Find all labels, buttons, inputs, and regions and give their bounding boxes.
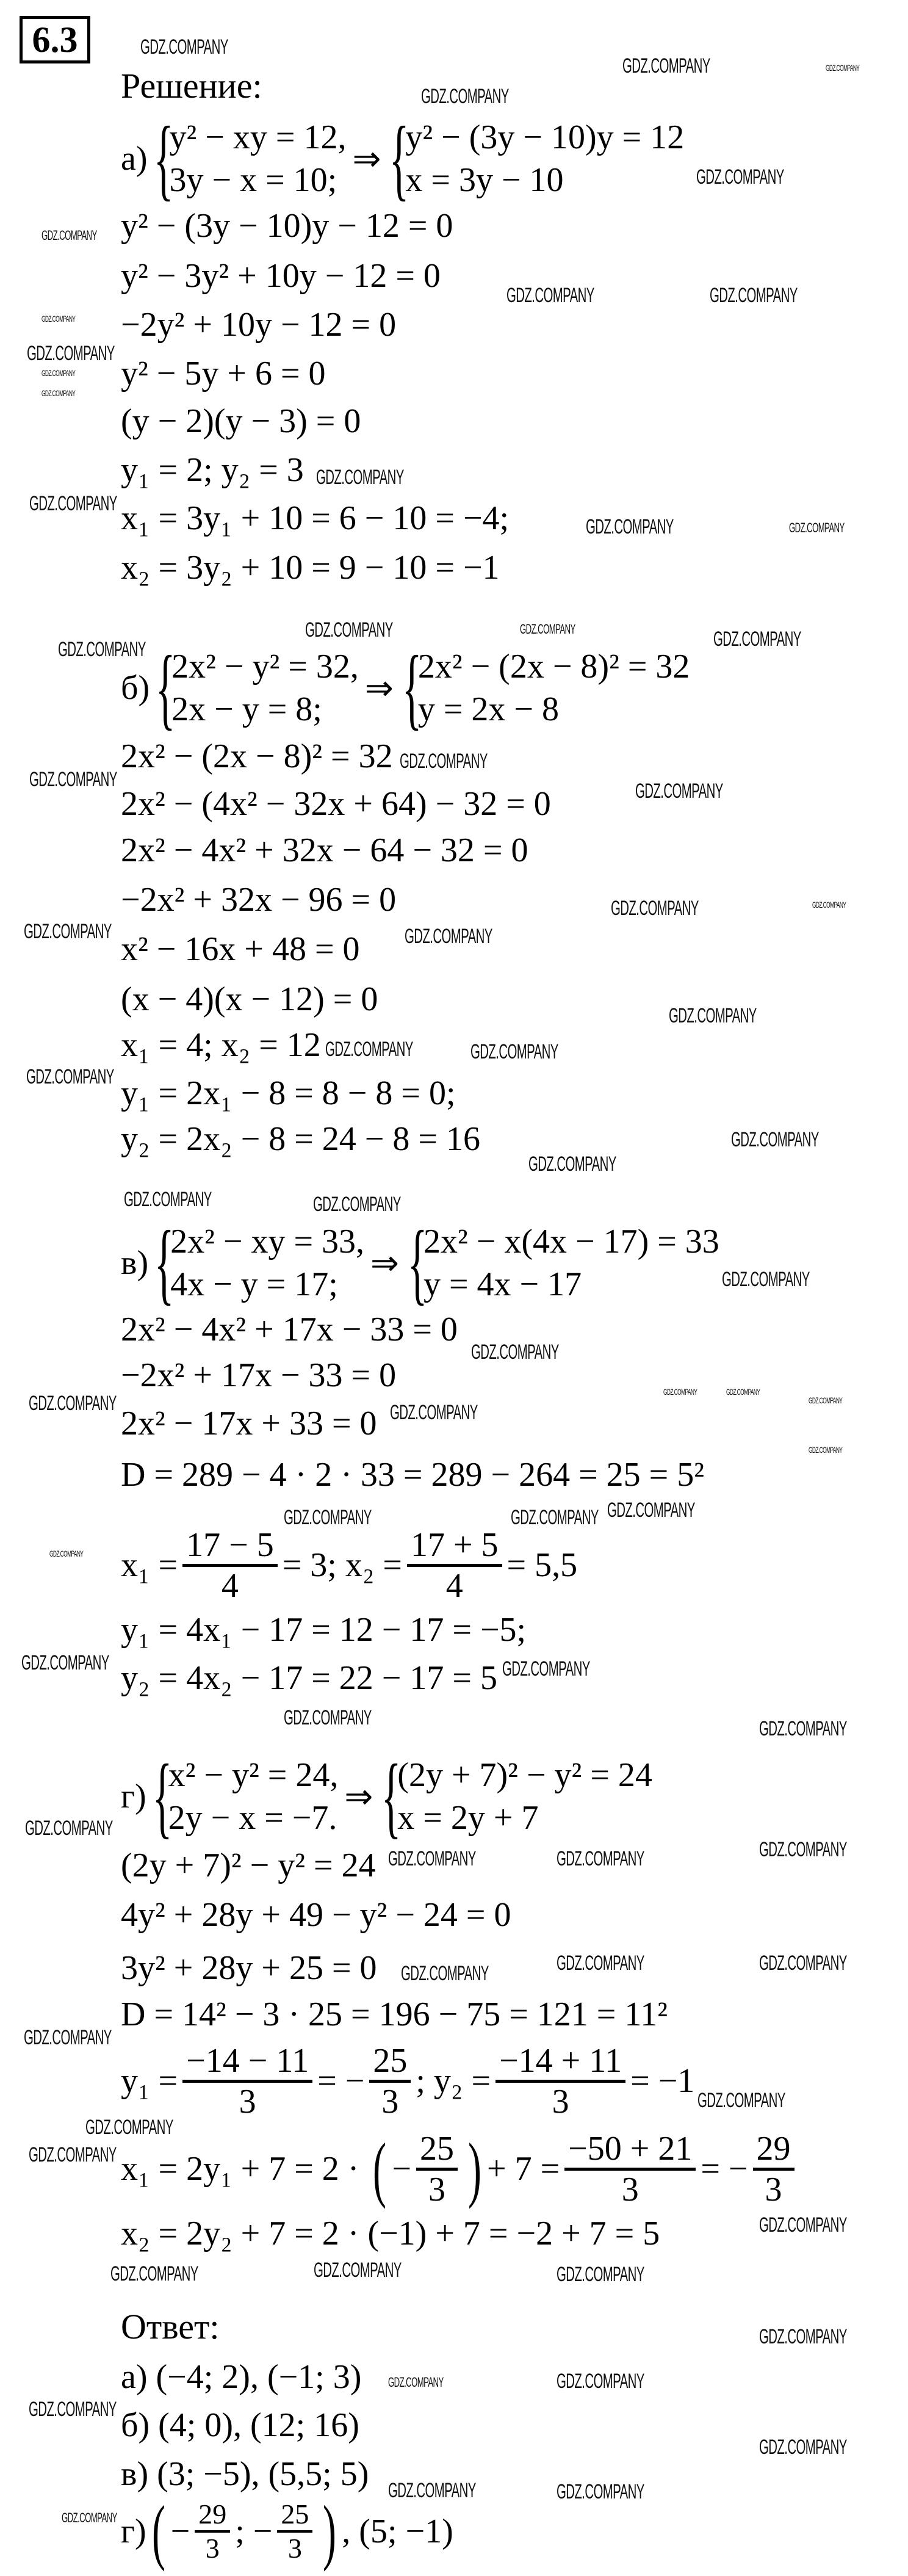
term: = 5,5 <box>506 1546 578 1584</box>
equation-line: x₁ = 4; x₂ = 12 <box>121 1026 321 1064</box>
watermark: GDZ.COMPANY <box>669 1004 757 1027</box>
equation-line: y₁ = 4x₁ − 17 = 12 − 17 = −5; <box>121 1611 527 1649</box>
watermark: GDZ.COMPANY <box>789 520 845 535</box>
watermark: GDZ.COMPANY <box>25 1817 113 1840</box>
term: = − <box>317 2062 365 2100</box>
watermark: GDZ.COMPANY <box>697 2089 785 2112</box>
equation-line: y² − 5y + 6 = 0 <box>121 355 326 393</box>
watermark: GDZ.COMPANY <box>470 1040 558 1063</box>
fraction <box>195 2498 230 2564</box>
equation-line: y² − (3y − 10)y − 12 = 0 <box>121 207 453 245</box>
equation-line: 2x² − (2x − 8)² = 32 <box>121 737 393 775</box>
equation: 4x − y = 17; <box>170 1265 338 1303</box>
watermark: GDZ.COMPANY <box>62 2510 117 2525</box>
denominator: 4 <box>407 1564 502 1605</box>
watermark: GDZ.COMPANY <box>29 492 117 515</box>
implies-arrow-icon: ⇒ <box>370 1244 399 1283</box>
watermark: GDZ.COMPANY <box>41 388 76 398</box>
watermark: GDZ.COMPANY <box>696 165 784 189</box>
watermark: GDZ.COMPANY <box>85 2116 173 2139</box>
answer-a: а) (−4; 2), (−1; 3) <box>121 2358 362 2396</box>
denominator: 3 <box>564 2168 696 2209</box>
equation-line: y₂ = 2x₂ − 8 = 24 − 8 = 16 <box>121 1120 480 1158</box>
watermark: GDZ.COMPANY <box>809 1445 843 1455</box>
equation: 2x² − (2x − 8)² = 32 <box>417 648 690 686</box>
watermark: GDZ.COMPANY <box>722 1268 810 1291</box>
watermark: GDZ.COMPANY <box>710 284 798 307</box>
answer-v: в) (3; −5), (5,5; 5) <box>121 2455 369 2493</box>
denominator: 3 <box>495 2080 625 2121</box>
watermark: GDZ.COMPANY <box>557 2370 644 2393</box>
watermark: GDZ.COMPANY <box>325 1038 413 1061</box>
watermark: GDZ.COMPANY <box>58 638 146 661</box>
discriminant-line: D = 289 − 4 · 2 · 33 = 289 − 264 = 25 = 5² <box>121 1456 705 1494</box>
implies-arrow-icon: ⇒ <box>344 1778 373 1816</box>
exercise-number: 6.3 <box>20 16 90 63</box>
numerator: 25 <box>420 2129 455 2168</box>
equation-line: 4y² + 28y + 49 − y² − 24 = 0 <box>121 1896 511 1934</box>
watermark: GDZ.COMPANY <box>611 897 699 920</box>
implies-arrow-icon: ⇒ <box>364 669 394 707</box>
watermark: GDZ.COMPANY <box>471 1340 559 1364</box>
system-b <box>121 637 690 739</box>
fraction <box>407 1526 502 1605</box>
watermark: GDZ.COMPANY <box>586 515 674 538</box>
term: = − <box>701 2150 748 2188</box>
equation: y² − (3y − 10)y = 12 <box>405 118 685 156</box>
watermark: GDZ.COMPANY <box>713 628 801 651</box>
roots-line <box>121 2041 695 2121</box>
watermark: GDZ.COMPANY <box>759 2325 847 2348</box>
watermark: GDZ.COMPANY <box>41 228 97 243</box>
watermark: GDZ.COMPANY <box>124 1188 212 1211</box>
numerator: 25 <box>281 2498 309 2530</box>
numerator: 29 <box>198 2498 227 2530</box>
part-label: в) <box>121 1244 149 1282</box>
watermark: GDZ.COMPANY <box>41 368 76 378</box>
watermark: GDZ.COMPANY <box>26 1065 114 1088</box>
watermark: GDZ.COMPANY <box>826 63 860 73</box>
equation: y² − xy = 12, <box>169 118 347 156</box>
implies-arrow-icon: ⇒ <box>352 140 381 178</box>
term: ; y₂ = <box>416 2062 491 2100</box>
equation: 2x² − y² = 32, <box>171 648 359 686</box>
term: + 7 = <box>486 2150 560 2188</box>
equation-line: −2x² + 32x − 96 = 0 <box>121 881 397 919</box>
equation: 3y − x = 10; <box>169 161 337 199</box>
equation-line: y² − 3y² + 10y − 12 = 0 <box>121 257 441 295</box>
watermark: GDZ.COMPANY <box>759 2436 847 2459</box>
watermark: GDZ.COMPANY <box>305 618 393 642</box>
equation: x = 3y − 10 <box>405 161 564 199</box>
numerator: 25 <box>373 2041 408 2080</box>
equation-line: y₁ = 2; y₂ = 3 <box>121 451 304 489</box>
x1-line <box>121 2128 799 2209</box>
fraction <box>416 2130 458 2209</box>
watermark: GDZ.COMPANY <box>731 1128 819 1151</box>
equation-line: 3y² + 28y + 25 = 0 <box>121 1949 377 1987</box>
watermark: GDZ.COMPANY <box>726 1387 760 1397</box>
equation-line: y₂ = 4x₂ − 17 = 22 − 17 = 5 <box>121 1659 497 1697</box>
watermark: GDZ.COMPANY <box>29 768 117 791</box>
brace-icon: { <box>153 108 173 209</box>
watermark: GDZ.COMPANY <box>635 780 723 803</box>
fraction <box>277 2498 312 2564</box>
watermark: GDZ.COMPANY <box>557 1847 644 1870</box>
fraction <box>369 2042 411 2121</box>
equation: x = 2y + 7 <box>397 1799 539 1837</box>
watermark: GDZ.COMPANY <box>313 1193 401 1216</box>
denominator: 3 <box>277 2530 312 2564</box>
watermark: GDZ.COMPANY <box>400 750 488 773</box>
watermark: GDZ.COMPANY <box>759 1838 847 1861</box>
fraction <box>753 2130 794 2209</box>
watermark: GDZ.COMPANY <box>502 1657 590 1681</box>
answer-g <box>121 2491 453 2572</box>
equation-line: 2x² − 4x² + 17x − 33 = 0 <box>121 1311 458 1348</box>
paren: ) <box>323 2491 337 2572</box>
equation: 2y − x = −7. <box>168 1799 337 1837</box>
watermark: GDZ.COMPANY <box>388 1847 476 1870</box>
watermark: GDZ.COMPANY <box>809 1395 843 1405</box>
numerator: 17 − 5 <box>186 1525 274 1564</box>
watermark: GDZ.COMPANY <box>29 1392 117 1415</box>
watermark: GDZ.COMPANY <box>24 2026 112 2049</box>
term: = −1 <box>630 2062 695 2100</box>
equation-line: (2y + 7)² − y² = 24 <box>121 1847 376 1884</box>
term: x₁ = 2y₁ + 7 = 2 · <box>121 2150 368 2188</box>
term: − <box>392 2150 412 2188</box>
equation: y = 4x − 17 <box>423 1265 582 1303</box>
fraction <box>564 2130 696 2209</box>
equation-line: 2x² − 17x + 33 = 0 <box>121 1405 377 1442</box>
equation-line: x² − 16x + 48 = 0 <box>121 930 360 968</box>
fraction <box>182 2042 312 2121</box>
watermark: GDZ.COMPANY <box>110 2262 198 2285</box>
equation: 2x² − x(4x − 17) = 33 <box>423 1223 719 1261</box>
watermark: GDZ.COMPANY <box>388 2375 444 2390</box>
watermark: GDZ.COMPANY <box>284 1706 372 1729</box>
discriminant-line: D = 14² − 3 · 25 = 196 − 75 = 121 = 11² <box>121 1995 668 2033</box>
watermark: GDZ.COMPANY <box>41 314 76 324</box>
brace-icon: { <box>156 637 176 739</box>
system-g <box>121 1746 652 1847</box>
watermark: GDZ.COMPANY <box>520 621 575 637</box>
watermark: GDZ.COMPANY <box>388 2479 476 2502</box>
equation-line: y₁ = 2x₁ − 8 = 8 − 8 = 0; <box>121 1074 456 1112</box>
term: x₁ = <box>121 1546 178 1584</box>
paren: ) <box>468 2128 481 2209</box>
watermark: GDZ.COMPANY <box>284 1506 372 1529</box>
watermark: GDZ.COMPANY <box>314 2259 402 2282</box>
system-v <box>121 1212 719 1314</box>
answer-b: б) (4; 0), (12; 16) <box>121 2406 359 2444</box>
solution-heading: Решение: <box>121 66 262 106</box>
answer-heading: Ответ: <box>121 2307 220 2346</box>
watermark: GDZ.COMPANY <box>759 2213 847 2237</box>
equation-line: x₂ = 3y₂ + 10 = 9 − 10 = −1 <box>121 549 500 587</box>
watermark: GDZ.COMPANY <box>557 2480 644 2503</box>
term: ; − <box>235 2513 273 2550</box>
watermark: GDZ.COMPANY <box>29 2143 117 2166</box>
fraction <box>495 2042 625 2121</box>
numerator: 29 <box>756 2129 791 2168</box>
watermark: GDZ.COMPANY <box>528 1152 616 1176</box>
roots-line <box>121 1525 578 1605</box>
watermark: GDZ.COMPANY <box>401 1962 489 1985</box>
numerator: 17 + 5 <box>410 1525 499 1564</box>
numerator: −14 − 11 <box>186 2041 309 2080</box>
equation-line: −2x² + 17x − 33 = 0 <box>121 1356 397 1394</box>
equation-line: (x − 4)(x − 12) = 0 <box>121 980 378 1018</box>
equation: y = 2x − 8 <box>417 690 559 728</box>
fraction <box>182 1526 278 1605</box>
watermark: GDZ.COMPANY <box>21 1651 109 1674</box>
equation: x² − y² = 24, <box>168 1756 339 1794</box>
watermark: GDZ.COMPANY <box>622 54 710 78</box>
denominator: 3 <box>369 2080 411 2121</box>
paren: ( <box>373 2128 387 2209</box>
equation-line: 2x² − (4x² − 32x + 64) − 32 = 0 <box>121 785 551 823</box>
watermark: GDZ.COMPANY <box>316 466 404 489</box>
denominator: 3 <box>753 2168 794 2209</box>
equation-line: x₁ = 3y₁ + 10 = 6 − 10 = −4; <box>121 499 510 537</box>
paren: ( <box>151 2491 165 2572</box>
equation-line: 2x² − 4x² + 32x − 64 − 32 = 0 <box>121 831 528 869</box>
part-label: г) <box>121 1778 146 1815</box>
denominator: 4 <box>182 1564 278 1605</box>
brace-icon: { <box>381 1746 402 1847</box>
part-label: г) <box>121 2513 146 2550</box>
watermark: GDZ.COMPANY <box>759 1717 847 1740</box>
brace-icon: { <box>154 1212 175 1314</box>
part-label: б) <box>121 669 150 707</box>
brace-icon: { <box>402 637 422 739</box>
brace-icon: { <box>407 1212 428 1314</box>
watermark: GDZ.COMPANY <box>511 1506 599 1529</box>
watermark: GDZ.COMPANY <box>663 1387 697 1397</box>
numerator: −14 + 11 <box>499 2041 622 2080</box>
brace-icon: { <box>152 1746 172 1847</box>
watermark: GDZ.COMPANY <box>405 925 492 948</box>
part-label: а) <box>121 140 148 178</box>
watermark: GDZ.COMPANY <box>27 342 115 365</box>
equation-line: (y − 2)(y − 3) = 0 <box>121 402 361 440</box>
equation: 2x − y = 8; <box>171 690 322 728</box>
watermark: GDZ.COMPANY <box>557 2263 644 2286</box>
equation: 2x² − xy = 33, <box>170 1223 365 1261</box>
denominator: 3 <box>182 2080 312 2121</box>
watermark: GDZ.COMPANY <box>140 35 228 59</box>
watermark: GDZ.COMPANY <box>506 284 594 307</box>
term: = 3; x₂ = <box>282 1546 402 1584</box>
brace-icon: { <box>389 108 409 209</box>
watermark: GDZ.COMPANY <box>759 1952 847 1975</box>
watermark: GDZ.COMPANY <box>557 1952 644 1975</box>
watermark: GDZ.COMPANY <box>421 85 509 108</box>
denominator: 3 <box>416 2168 458 2209</box>
watermark: GDZ.COMPANY <box>24 920 112 943</box>
denominator: 3 <box>195 2530 230 2564</box>
equation-line: x₂ = 2y₂ + 7 = 2 · (−1) + 7 = −2 + 7 = 5 <box>121 2215 660 2252</box>
watermark: GDZ.COMPANY <box>49 1549 84 1558</box>
equation: (2y + 7)² − y² = 24 <box>397 1756 652 1794</box>
numerator: −50 + 21 <box>568 2129 693 2168</box>
watermark: GDZ.COMPANY <box>390 1401 478 1424</box>
term: , (5; −1) <box>342 2513 453 2550</box>
equation-line: −2y² + 10y − 12 = 0 <box>121 306 397 344</box>
system-a <box>121 108 685 209</box>
term: y₁ = <box>121 2062 178 2100</box>
term: − <box>170 2513 190 2550</box>
watermark: GDZ.COMPANY <box>812 900 846 910</box>
watermark: GDZ.COMPANY <box>607 1499 695 1522</box>
watermark: GDZ.COMPANY <box>29 2398 117 2421</box>
